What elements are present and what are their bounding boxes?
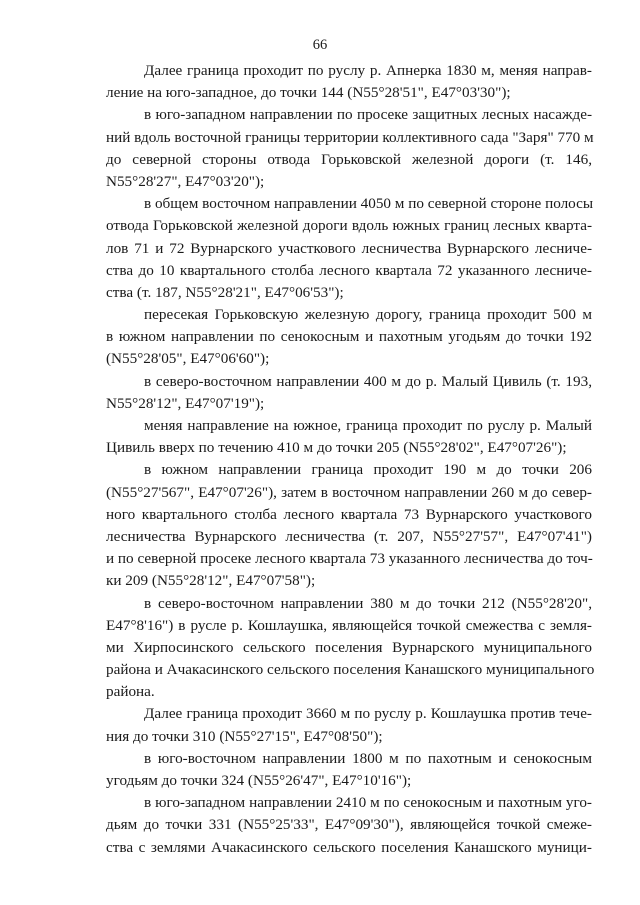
paragraph-line: до северной стороны отвода Горьковской железной дороги (т. 146, — [106, 150, 592, 168]
paragraph-line: в юго-восточном направлении 1800 м по пахотным и сенокосным — [144, 749, 592, 767]
paragraph — [106, 593, 595, 704]
paragraph-line: района. — [106, 683, 155, 701]
paragraph-line: ства с землями Ачакасинского сельского поселения Канашского муници- — [106, 838, 592, 856]
paragraph — [106, 193, 592, 304]
paragraph-line: Далее граница проходит 3660 м по руслу р. Кошлаушка против тече- — [144, 705, 592, 723]
paragraph — [106, 748, 592, 792]
paragraph-line: ление на юго-западное, до точки 144 (N55°28'51", E47°03'30"); — [106, 84, 511, 102]
paragraph-line: лесничества Вурнарского лесничества (т. 207, N55°27'57", E47°07'41") — [106, 527, 592, 545]
paragraph-line: E47°8'16") в русле р. Кошлаушка, являющейся точкой смежества с земля- — [106, 616, 592, 634]
paragraph — [106, 304, 592, 371]
paragraph-line: угодьям до точки 324 (N55°26'47", E47°10'16"); — [106, 772, 412, 789]
paragraph-line: дьям до точки 331 (N55°25'33", E47°09'30"), являющейся точкой смеже- — [106, 816, 592, 834]
paragraph — [106, 415, 592, 459]
paragraph — [106, 703, 592, 747]
paragraph — [106, 371, 592, 415]
paragraph-line: ного квартального столба лесного квартала 73 Вурнарского участкового — [106, 505, 592, 523]
paragraph-line: района и Ачакасинского сельского поселения Канашского муниципального — [106, 661, 595, 679]
paragraph-line: ний вдоль восточной границы территории коллективного сада "Заря" 770 м — [106, 128, 594, 146]
paragraph-line: в юго-западном направлении по просеке защитных лесных насажде- — [144, 106, 592, 124]
paragraph-line: в северо-восточном направлении 400 м до р. Малый Цивиль (т. 193, — [144, 372, 592, 390]
paragraph-line: меняя направление на южное, граница проходит по руслу р. Малый — [144, 417, 592, 434]
paragraph — [106, 60, 592, 104]
paragraph-line: ния до точки 310 (N55°27'15", E47°08'50"); — [106, 727, 383, 745]
paragraph-line: в юго-западном направлении 2410 м по сенокосным и пахотным уго- — [144, 794, 592, 812]
paragraph-line: в северо-восточном направлении 380 м до точки 212 (N55°28'20", — [144, 594, 592, 612]
page-number: 66 — [312, 37, 328, 53]
paragraph-line: ки 209 (N55°28'12", E47°07'58"); — [106, 572, 316, 590]
paragraph — [106, 792, 592, 859]
paragraph-line: в южном направлении граница проходит 190 м до точки 206 — [144, 461, 592, 479]
paragraph-line: лов 71 и 72 Вурнарского участкового лесничества Вурнарского лесниче- — [106, 239, 592, 257]
paragraph-line: отвода Горьковской железной дороги вдоль южных границ лесных кварта- — [106, 217, 592, 235]
paragraph-line: (N55°28'05", E47°06'60"); — [106, 350, 270, 368]
paragraph — [106, 459, 592, 592]
paragraph-line: ми Хирпосинского сельского поселения Вурнарского муниципального — [106, 638, 592, 656]
paragraph-line: ства (т. 187, N55°28'21", E47°06'53"); — [106, 283, 344, 301]
paragraph-line: N55°28'27", E47°03'20"); — [106, 172, 265, 190]
document-body — [106, 60, 595, 859]
paragraph-line: и по северной просеке лесного квартала 73 указанного лесничества до точ- — [106, 550, 593, 568]
paragraph-line: (N55°27'567", E47°07'26"), затем в восточном направлении 260 м до север- — [106, 483, 592, 501]
paragraph-line: ства до 10 квартального столба лесного квартала 72 указанного лесниче- — [106, 261, 592, 279]
paragraph-line: пересекая Горьковскую железную дорогу, граница проходит 500 м — [144, 306, 592, 324]
paragraph-line: N55°28'12", E47°07'19"); — [106, 394, 265, 412]
paragraph-line: Цивиль вверх по течению 410 м до точки 205 (N55°28'02", E47°07'26"); — [106, 439, 567, 457]
paragraph-line: в южном направлении по сенокосным и пахотным угодьям до точки 192 — [106, 328, 592, 346]
paragraph — [106, 104, 592, 193]
paragraph-line: Далее граница проходит по руслу р. Апнерка 1830 м, меняя направ- — [144, 62, 592, 79]
paragraph-line: в общем восточном направлении 4050 м по северной стороне полосы — [144, 195, 594, 213]
